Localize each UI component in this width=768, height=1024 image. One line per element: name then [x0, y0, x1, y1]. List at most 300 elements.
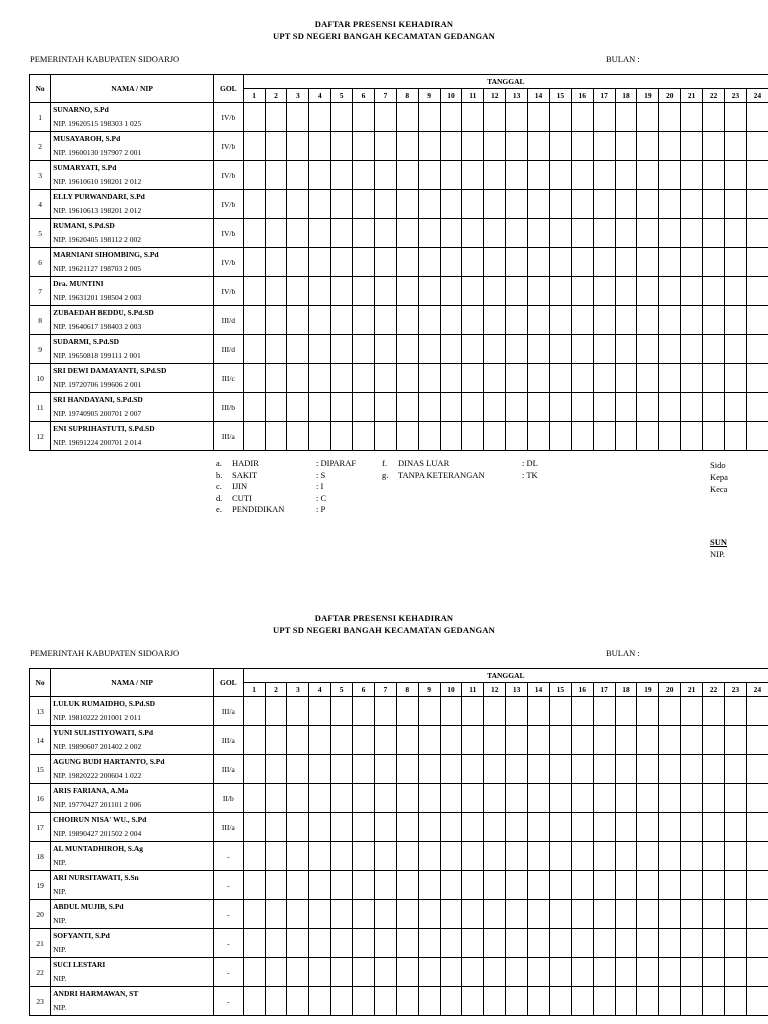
- attendance-cell[interactable]: [462, 393, 484, 422]
- attendance-cell[interactable]: [528, 103, 550, 132]
- attendance-cell[interactable]: [418, 422, 440, 451]
- attendance-cell[interactable]: [462, 161, 484, 190]
- attendance-cell[interactable]: [549, 755, 571, 784]
- attendance-cell[interactable]: [484, 755, 506, 784]
- attendance-cell[interactable]: [287, 161, 309, 190]
- attendance-cell[interactable]: [549, 813, 571, 842]
- attendance-cell[interactable]: [681, 755, 703, 784]
- attendance-cell[interactable]: [440, 219, 462, 248]
- attendance-cell[interactable]: [265, 726, 287, 755]
- attendance-cell[interactable]: [462, 929, 484, 958]
- attendance-cell[interactable]: [331, 161, 353, 190]
- attendance-cell[interactable]: [309, 364, 331, 393]
- attendance-cell[interactable]: [462, 871, 484, 900]
- attendance-cell[interactable]: [287, 726, 309, 755]
- attendance-cell[interactable]: [659, 755, 681, 784]
- attendance-cell[interactable]: [418, 784, 440, 813]
- attendance-cell[interactable]: [418, 755, 440, 784]
- attendance-cell[interactable]: [462, 958, 484, 987]
- attendance-cell[interactable]: [746, 813, 768, 842]
- attendance-cell[interactable]: [724, 364, 746, 393]
- attendance-cell[interactable]: [746, 422, 768, 451]
- attendance-cell[interactable]: [418, 958, 440, 987]
- attendance-cell[interactable]: [265, 422, 287, 451]
- attendance-cell[interactable]: [593, 219, 615, 248]
- attendance-cell[interactable]: [703, 161, 725, 190]
- attendance-cell[interactable]: [331, 219, 353, 248]
- attendance-cell[interactable]: [374, 277, 396, 306]
- attendance-cell[interactable]: [724, 132, 746, 161]
- attendance-cell[interactable]: [593, 784, 615, 813]
- attendance-cell[interactable]: [681, 929, 703, 958]
- attendance-cell[interactable]: [571, 219, 593, 248]
- attendance-cell[interactable]: [593, 190, 615, 219]
- attendance-cell[interactable]: [746, 335, 768, 364]
- attendance-cell[interactable]: [484, 103, 506, 132]
- attendance-cell[interactable]: [462, 784, 484, 813]
- attendance-cell[interactable]: [593, 277, 615, 306]
- attendance-cell[interactable]: [440, 813, 462, 842]
- attendance-cell[interactable]: [484, 219, 506, 248]
- attendance-cell[interactable]: [396, 929, 418, 958]
- attendance-cell[interactable]: [287, 335, 309, 364]
- attendance-cell[interactable]: [484, 697, 506, 726]
- attendance-cell[interactable]: [637, 958, 659, 987]
- attendance-cell[interactable]: [418, 364, 440, 393]
- attendance-cell[interactable]: [528, 813, 550, 842]
- attendance-cell[interactable]: [265, 364, 287, 393]
- attendance-cell[interactable]: [462, 335, 484, 364]
- attendance-cell[interactable]: [506, 842, 528, 871]
- attendance-cell[interactable]: [724, 697, 746, 726]
- attendance-cell[interactable]: [724, 161, 746, 190]
- attendance-cell[interactable]: [309, 784, 331, 813]
- attendance-cell[interactable]: [615, 277, 637, 306]
- attendance-cell[interactable]: [659, 784, 681, 813]
- attendance-cell[interactable]: [418, 161, 440, 190]
- attendance-cell[interactable]: [374, 871, 396, 900]
- attendance-cell[interactable]: [243, 364, 265, 393]
- attendance-cell[interactable]: [353, 364, 375, 393]
- attendance-cell[interactable]: [681, 813, 703, 842]
- attendance-cell[interactable]: [637, 755, 659, 784]
- attendance-cell[interactable]: [528, 842, 550, 871]
- attendance-cell[interactable]: [309, 422, 331, 451]
- attendance-cell[interactable]: [746, 784, 768, 813]
- attendance-cell[interactable]: [659, 958, 681, 987]
- attendance-cell[interactable]: [615, 929, 637, 958]
- attendance-cell[interactable]: [484, 871, 506, 900]
- attendance-cell[interactable]: [659, 842, 681, 871]
- attendance-cell[interactable]: [681, 132, 703, 161]
- attendance-cell[interactable]: [287, 813, 309, 842]
- attendance-cell[interactable]: [528, 929, 550, 958]
- attendance-cell[interactable]: [681, 726, 703, 755]
- attendance-cell[interactable]: [353, 422, 375, 451]
- attendance-cell[interactable]: [506, 306, 528, 335]
- attendance-cell[interactable]: [615, 364, 637, 393]
- attendance-cell[interactable]: [615, 422, 637, 451]
- attendance-cell[interactable]: [571, 929, 593, 958]
- attendance-cell[interactable]: [615, 219, 637, 248]
- attendance-cell[interactable]: [615, 726, 637, 755]
- attendance-cell[interactable]: [418, 190, 440, 219]
- attendance-cell[interactable]: [724, 871, 746, 900]
- attendance-cell[interactable]: [484, 161, 506, 190]
- attendance-cell[interactable]: [637, 697, 659, 726]
- attendance-cell[interactable]: [418, 306, 440, 335]
- attendance-cell[interactable]: [287, 784, 309, 813]
- attendance-cell[interactable]: [462, 755, 484, 784]
- attendance-cell[interactable]: [309, 248, 331, 277]
- attendance-cell[interactable]: [637, 277, 659, 306]
- attendance-cell[interactable]: [243, 697, 265, 726]
- attendance-cell[interactable]: [462, 248, 484, 277]
- attendance-cell[interactable]: [746, 987, 768, 1016]
- attendance-cell[interactable]: [528, 364, 550, 393]
- attendance-cell[interactable]: [353, 929, 375, 958]
- attendance-cell[interactable]: [331, 958, 353, 987]
- attendance-cell[interactable]: [681, 190, 703, 219]
- attendance-cell[interactable]: [243, 190, 265, 219]
- attendance-cell[interactable]: [659, 422, 681, 451]
- attendance-cell[interactable]: [659, 393, 681, 422]
- attendance-cell[interactable]: [287, 219, 309, 248]
- attendance-cell[interactable]: [703, 248, 725, 277]
- attendance-cell[interactable]: [243, 393, 265, 422]
- attendance-cell[interactable]: [593, 871, 615, 900]
- attendance-cell[interactable]: [440, 248, 462, 277]
- attendance-cell[interactable]: [593, 335, 615, 364]
- attendance-cell[interactable]: [265, 306, 287, 335]
- attendance-cell[interactable]: [374, 422, 396, 451]
- attendance-cell[interactable]: [681, 697, 703, 726]
- attendance-cell[interactable]: [418, 219, 440, 248]
- attendance-cell[interactable]: [703, 103, 725, 132]
- attendance-cell[interactable]: [418, 132, 440, 161]
- attendance-cell[interactable]: [615, 958, 637, 987]
- attendance-cell[interactable]: [681, 784, 703, 813]
- attendance-cell[interactable]: [506, 190, 528, 219]
- attendance-cell[interactable]: [615, 871, 637, 900]
- attendance-cell[interactable]: [681, 871, 703, 900]
- attendance-cell[interactable]: [374, 364, 396, 393]
- attendance-cell[interactable]: [681, 103, 703, 132]
- attendance-cell[interactable]: [309, 958, 331, 987]
- attendance-cell[interactable]: [571, 422, 593, 451]
- attendance-cell[interactable]: [681, 900, 703, 929]
- attendance-cell[interactable]: [462, 900, 484, 929]
- attendance-cell[interactable]: [549, 364, 571, 393]
- attendance-cell[interactable]: [615, 306, 637, 335]
- attendance-cell[interactable]: [615, 190, 637, 219]
- attendance-cell[interactable]: [353, 219, 375, 248]
- attendance-cell[interactable]: [593, 103, 615, 132]
- attendance-cell[interactable]: [703, 900, 725, 929]
- attendance-cell[interactable]: [374, 161, 396, 190]
- attendance-cell[interactable]: [549, 422, 571, 451]
- attendance-cell[interactable]: [309, 987, 331, 1016]
- attendance-cell[interactable]: [353, 987, 375, 1016]
- attendance-cell[interactable]: [571, 958, 593, 987]
- attendance-cell[interactable]: [353, 842, 375, 871]
- attendance-cell[interactable]: [374, 697, 396, 726]
- attendance-cell[interactable]: [593, 726, 615, 755]
- attendance-cell[interactable]: [746, 306, 768, 335]
- attendance-cell[interactable]: [703, 697, 725, 726]
- attendance-cell[interactable]: [440, 929, 462, 958]
- attendance-cell[interactable]: [593, 900, 615, 929]
- attendance-cell[interactable]: [309, 335, 331, 364]
- attendance-cell[interactable]: [331, 697, 353, 726]
- attendance-cell[interactable]: [571, 103, 593, 132]
- attendance-cell[interactable]: [374, 190, 396, 219]
- attendance-cell[interactable]: [265, 871, 287, 900]
- attendance-cell[interactable]: [681, 335, 703, 364]
- attendance-cell[interactable]: [549, 248, 571, 277]
- attendance-cell[interactable]: [440, 161, 462, 190]
- attendance-cell[interactable]: [593, 813, 615, 842]
- attendance-cell[interactable]: [265, 842, 287, 871]
- attendance-cell[interactable]: [243, 813, 265, 842]
- attendance-cell[interactable]: [418, 277, 440, 306]
- attendance-cell[interactable]: [571, 393, 593, 422]
- attendance-cell[interactable]: [506, 393, 528, 422]
- attendance-cell[interactable]: [484, 422, 506, 451]
- attendance-cell[interactable]: [593, 842, 615, 871]
- attendance-cell[interactable]: [331, 335, 353, 364]
- attendance-cell[interactable]: [243, 132, 265, 161]
- attendance-cell[interactable]: [659, 813, 681, 842]
- attendance-cell[interactable]: [287, 103, 309, 132]
- attendance-cell[interactable]: [353, 813, 375, 842]
- attendance-cell[interactable]: [506, 784, 528, 813]
- attendance-cell[interactable]: [659, 364, 681, 393]
- attendance-cell[interactable]: [265, 161, 287, 190]
- attendance-cell[interactable]: [659, 103, 681, 132]
- attendance-cell[interactable]: [571, 132, 593, 161]
- attendance-cell[interactable]: [659, 335, 681, 364]
- attendance-cell[interactable]: [418, 987, 440, 1016]
- attendance-cell[interactable]: [724, 248, 746, 277]
- attendance-cell[interactable]: [243, 755, 265, 784]
- attendance-cell[interactable]: [703, 393, 725, 422]
- attendance-cell[interactable]: [746, 958, 768, 987]
- attendance-cell[interactable]: [681, 306, 703, 335]
- attendance-cell[interactable]: [724, 219, 746, 248]
- attendance-cell[interactable]: [396, 306, 418, 335]
- attendance-cell[interactable]: [265, 393, 287, 422]
- attendance-cell[interactable]: [506, 958, 528, 987]
- attendance-cell[interactable]: [506, 161, 528, 190]
- attendance-cell[interactable]: [659, 929, 681, 958]
- attendance-cell[interactable]: [396, 726, 418, 755]
- attendance-cell[interactable]: [528, 422, 550, 451]
- attendance-cell[interactable]: [746, 132, 768, 161]
- attendance-cell[interactable]: [615, 335, 637, 364]
- attendance-cell[interactable]: [243, 277, 265, 306]
- attendance-cell[interactable]: [396, 219, 418, 248]
- attendance-cell[interactable]: [353, 306, 375, 335]
- attendance-cell[interactable]: [440, 987, 462, 1016]
- attendance-cell[interactable]: [374, 784, 396, 813]
- attendance-cell[interactable]: [549, 697, 571, 726]
- attendance-cell[interactable]: [681, 842, 703, 871]
- attendance-cell[interactable]: [353, 726, 375, 755]
- attendance-cell[interactable]: [746, 219, 768, 248]
- attendance-cell[interactable]: [484, 190, 506, 219]
- attendance-cell[interactable]: [418, 248, 440, 277]
- attendance-cell[interactable]: [659, 132, 681, 161]
- attendance-cell[interactable]: [549, 900, 571, 929]
- attendance-cell[interactable]: [703, 335, 725, 364]
- attendance-cell[interactable]: [571, 726, 593, 755]
- attendance-cell[interactable]: [484, 784, 506, 813]
- attendance-cell[interactable]: [615, 784, 637, 813]
- attendance-cell[interactable]: [309, 393, 331, 422]
- attendance-cell[interactable]: [243, 958, 265, 987]
- attendance-cell[interactable]: [462, 219, 484, 248]
- attendance-cell[interactable]: [703, 726, 725, 755]
- attendance-cell[interactable]: [746, 393, 768, 422]
- attendance-cell[interactable]: [374, 393, 396, 422]
- attendance-cell[interactable]: [703, 958, 725, 987]
- attendance-cell[interactable]: [703, 871, 725, 900]
- attendance-cell[interactable]: [506, 900, 528, 929]
- attendance-cell[interactable]: [549, 190, 571, 219]
- attendance-cell[interactable]: [724, 277, 746, 306]
- attendance-cell[interactable]: [484, 958, 506, 987]
- attendance-cell[interactable]: [659, 277, 681, 306]
- attendance-cell[interactable]: [287, 842, 309, 871]
- attendance-cell[interactable]: [681, 248, 703, 277]
- attendance-cell[interactable]: [528, 219, 550, 248]
- attendance-cell[interactable]: [571, 190, 593, 219]
- attendance-cell[interactable]: [309, 842, 331, 871]
- attendance-cell[interactable]: [681, 161, 703, 190]
- attendance-cell[interactable]: [396, 958, 418, 987]
- attendance-cell[interactable]: [309, 755, 331, 784]
- attendance-cell[interactable]: [309, 929, 331, 958]
- attendance-cell[interactable]: [615, 842, 637, 871]
- attendance-cell[interactable]: [243, 842, 265, 871]
- attendance-cell[interactable]: [506, 248, 528, 277]
- attendance-cell[interactable]: [724, 393, 746, 422]
- attendance-cell[interactable]: [353, 132, 375, 161]
- attendance-cell[interactable]: [418, 103, 440, 132]
- attendance-cell[interactable]: [396, 364, 418, 393]
- attendance-cell[interactable]: [265, 190, 287, 219]
- attendance-cell[interactable]: [331, 900, 353, 929]
- attendance-cell[interactable]: [462, 813, 484, 842]
- attendance-cell[interactable]: [287, 306, 309, 335]
- attendance-cell[interactable]: [506, 813, 528, 842]
- attendance-cell[interactable]: [549, 306, 571, 335]
- attendance-cell[interactable]: [549, 929, 571, 958]
- attendance-cell[interactable]: [265, 335, 287, 364]
- attendance-cell[interactable]: [637, 422, 659, 451]
- attendance-cell[interactable]: [265, 813, 287, 842]
- attendance-cell[interactable]: [724, 958, 746, 987]
- attendance-cell[interactable]: [243, 335, 265, 364]
- attendance-cell[interactable]: [243, 929, 265, 958]
- attendance-cell[interactable]: [287, 422, 309, 451]
- attendance-cell[interactable]: [331, 813, 353, 842]
- attendance-cell[interactable]: [484, 929, 506, 958]
- attendance-cell[interactable]: [506, 335, 528, 364]
- attendance-cell[interactable]: [331, 103, 353, 132]
- attendance-cell[interactable]: [746, 929, 768, 958]
- attendance-cell[interactable]: [243, 219, 265, 248]
- attendance-cell[interactable]: [593, 987, 615, 1016]
- attendance-cell[interactable]: [724, 726, 746, 755]
- attendance-cell[interactable]: [331, 987, 353, 1016]
- attendance-cell[interactable]: [571, 871, 593, 900]
- attendance-cell[interactable]: [571, 161, 593, 190]
- attendance-cell[interactable]: [549, 335, 571, 364]
- attendance-cell[interactable]: [396, 697, 418, 726]
- attendance-cell[interactable]: [506, 987, 528, 1016]
- attendance-cell[interactable]: [462, 103, 484, 132]
- attendance-cell[interactable]: [637, 987, 659, 1016]
- attendance-cell[interactable]: [287, 190, 309, 219]
- attendance-cell[interactable]: [571, 364, 593, 393]
- attendance-cell[interactable]: [528, 277, 550, 306]
- attendance-cell[interactable]: [703, 190, 725, 219]
- attendance-cell[interactable]: [374, 958, 396, 987]
- attendance-cell[interactable]: [615, 132, 637, 161]
- attendance-cell[interactable]: [440, 697, 462, 726]
- attendance-cell[interactable]: [265, 277, 287, 306]
- attendance-cell[interactable]: [549, 219, 571, 248]
- attendance-cell[interactable]: [287, 364, 309, 393]
- attendance-cell[interactable]: [593, 364, 615, 393]
- attendance-cell[interactable]: [724, 335, 746, 364]
- attendance-cell[interactable]: [462, 132, 484, 161]
- attendance-cell[interactable]: [528, 190, 550, 219]
- attendance-cell[interactable]: [593, 306, 615, 335]
- attendance-cell[interactable]: [331, 248, 353, 277]
- attendance-cell[interactable]: [593, 248, 615, 277]
- attendance-cell[interactable]: [549, 103, 571, 132]
- attendance-cell[interactable]: [571, 900, 593, 929]
- attendance-cell[interactable]: [353, 248, 375, 277]
- attendance-cell[interactable]: [703, 784, 725, 813]
- attendance-cell[interactable]: [681, 277, 703, 306]
- attendance-cell[interactable]: [484, 842, 506, 871]
- attendance-cell[interactable]: [287, 755, 309, 784]
- attendance-cell[interactable]: [746, 755, 768, 784]
- attendance-cell[interactable]: [243, 103, 265, 132]
- attendance-cell[interactable]: [462, 306, 484, 335]
- attendance-cell[interactable]: [462, 697, 484, 726]
- attendance-cell[interactable]: [506, 929, 528, 958]
- attendance-cell[interactable]: [549, 987, 571, 1016]
- attendance-cell[interactable]: [703, 929, 725, 958]
- attendance-cell[interactable]: [265, 248, 287, 277]
- attendance-cell[interactable]: [659, 219, 681, 248]
- attendance-cell[interactable]: [528, 248, 550, 277]
- attendance-cell[interactable]: [637, 161, 659, 190]
- attendance-cell[interactable]: [703, 364, 725, 393]
- attendance-cell[interactable]: [506, 871, 528, 900]
- attendance-cell[interactable]: [309, 697, 331, 726]
- attendance-cell[interactable]: [571, 987, 593, 1016]
- attendance-cell[interactable]: [746, 364, 768, 393]
- attendance-cell[interactable]: [418, 871, 440, 900]
- attendance-cell[interactable]: [528, 132, 550, 161]
- attendance-cell[interactable]: [243, 161, 265, 190]
